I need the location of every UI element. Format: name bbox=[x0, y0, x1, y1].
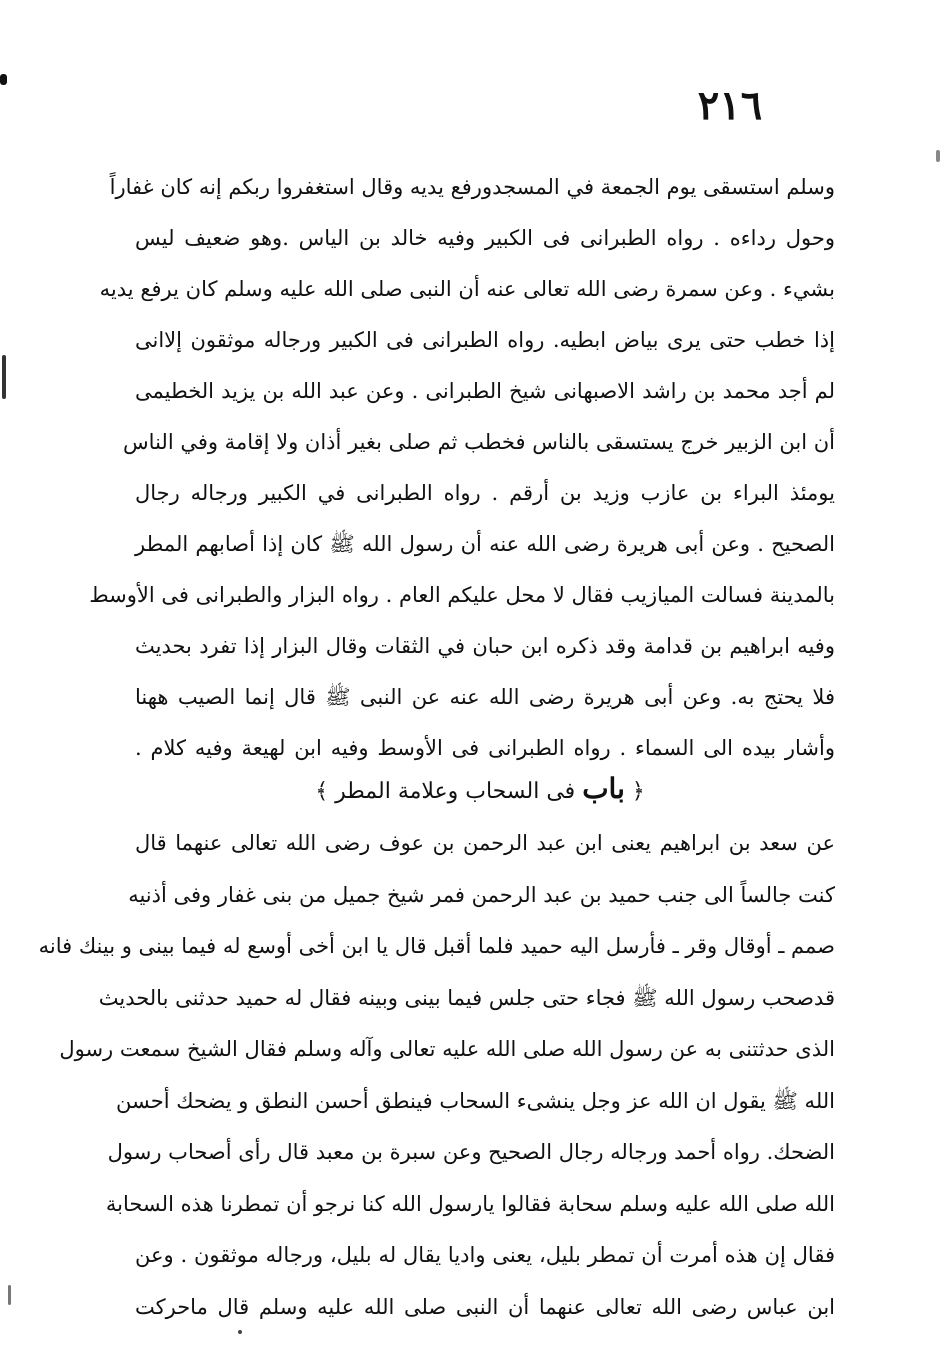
text-line: فقال إن هذه أمرت أن تمطر بليل، يعنى واديا يقال له بليل، ورجاله موثقون . وعن bbox=[135, 1243, 835, 1267]
ink-speck bbox=[2, 355, 6, 399]
text-line: فلا يحتج به. وعن أبى هريرة رضى الله عنه عن النبى ﷺ قال إنما الصيب ههنا bbox=[135, 685, 835, 709]
text-line: الذى حدثتنى به عن رسول الله صلى الله عليه تعالى وآله وسلم فقال الشيخ سمعت رسول bbox=[59, 1037, 835, 1061]
text-line: وأشار بيده الى السماء . رواه الطبرانى فى الأوسط وفيه ابن لهيعة وفيه كلام . bbox=[135, 736, 835, 760]
text-line: الله ﷺ يقول ان الله عز وجل ينشىء السحاب فينطق أحسن النطق و يضحك أحسن bbox=[116, 1088, 835, 1113]
heading-title: فى السحاب وعلامة المطر bbox=[335, 779, 576, 804]
text-line: لم أجد محمد بن راشد الاصبهانى شيخ الطبرانى . وعن عبد الله بن يزيد الخطيمى bbox=[135, 379, 835, 403]
ink-speck bbox=[0, 74, 7, 85]
text-line: قدصحب رسول الله ﷺ فجاء حتى جلس فيما بينى وبينه فقال له حميد حدثنى بالحديث bbox=[98, 985, 835, 1010]
text-line: الله صلى الله عليه وسلم سحابة فقالوا يارسول الله كنا نرجو أن تمطرنا هذه السحابة bbox=[105, 1191, 835, 1216]
text-line: وسلم استسقى يوم الجمعة في المسجدورفع يديه وقال استغفروا ربكم إنه كان غفاراً bbox=[109, 175, 835, 199]
heading-close-bracket: ﴾ bbox=[315, 779, 329, 804]
text-line: يومئذ البراء بن عازب وزيد بن أرقم . رواه الطبرانى في الكبير ورجاله رجال bbox=[135, 481, 835, 505]
ink-speck bbox=[8, 1285, 11, 1305]
heading-open-bracket: ﴿ bbox=[631, 779, 645, 804]
text-line: كنت جالساً الى جنب حميد بن عبد الرحمن فمر شيخ جميل من بنى غفار وفى أذنيه bbox=[128, 882, 835, 907]
page-number: ٢١٦ bbox=[697, 82, 763, 129]
text-line: وفيه ابراهيم بن قدامة وقد ذكره ابن حبان في الثقات وقال البزار إذا تفرد بحديث bbox=[135, 634, 835, 658]
text-line: أن ابن الزبير خرج يستسقى بالناس فخطب ثم صلى بغير أذان ولا إقامة وفي الناس bbox=[123, 430, 835, 454]
text-line: وحول رداءه . رواه الطبرانى فى الكبير وفيه خالد بن الياس .وهو ضعيف ليس bbox=[135, 226, 835, 250]
text-line: ابن عباس رضى الله تعالى عنهما أن النبى صلى الله عليه وسلم قال ماحركت bbox=[135, 1294, 835, 1319]
text-line: الصحيح . وعن أبى هريرة رضى الله عنه أن رسول الله ﷺ كان إذا أصابهم المطر bbox=[135, 532, 835, 556]
text-line: عن سعد بن ابراهيم يعنى ابن عبد الرحمن بن عوف رضى الله تعالى عنهما قال bbox=[135, 831, 835, 855]
text-line: بالمدينة فسالت الميازيب فقال لا محل عليكم العام . رواه البزار والطبرانى فى الأوسط bbox=[89, 583, 835, 607]
ink-speck bbox=[936, 150, 940, 162]
text-line: صمم ـ أوقال وقر ـ فأرسل اليه حميد فلما أقبل قال يا ابن أخى أوسع له فيما بينى و بينك فانه bbox=[38, 934, 835, 958]
paragraph-1 bbox=[89, 162, 835, 774]
paragraph-2 bbox=[38, 818, 835, 1333]
text-line: الضحك. رواه أحمد ورجاله رجال الصحيح وعن سبرة بن معبد قال رأى أصحاب رسول bbox=[107, 1140, 835, 1164]
text-line: إذا خطب حتى يرى بياض ابطيه. رواه الطبرانى فى الكبير ورجاله موثقون إلاانى bbox=[135, 328, 835, 352]
text-line: بشيء . وعن سمرة رضى الله تعالى عنه أن النبى صلى الله عليه وسلم كان يرفع يديه bbox=[99, 277, 835, 301]
chapter-heading bbox=[290, 764, 670, 814]
heading-bab: باب bbox=[582, 772, 625, 805]
